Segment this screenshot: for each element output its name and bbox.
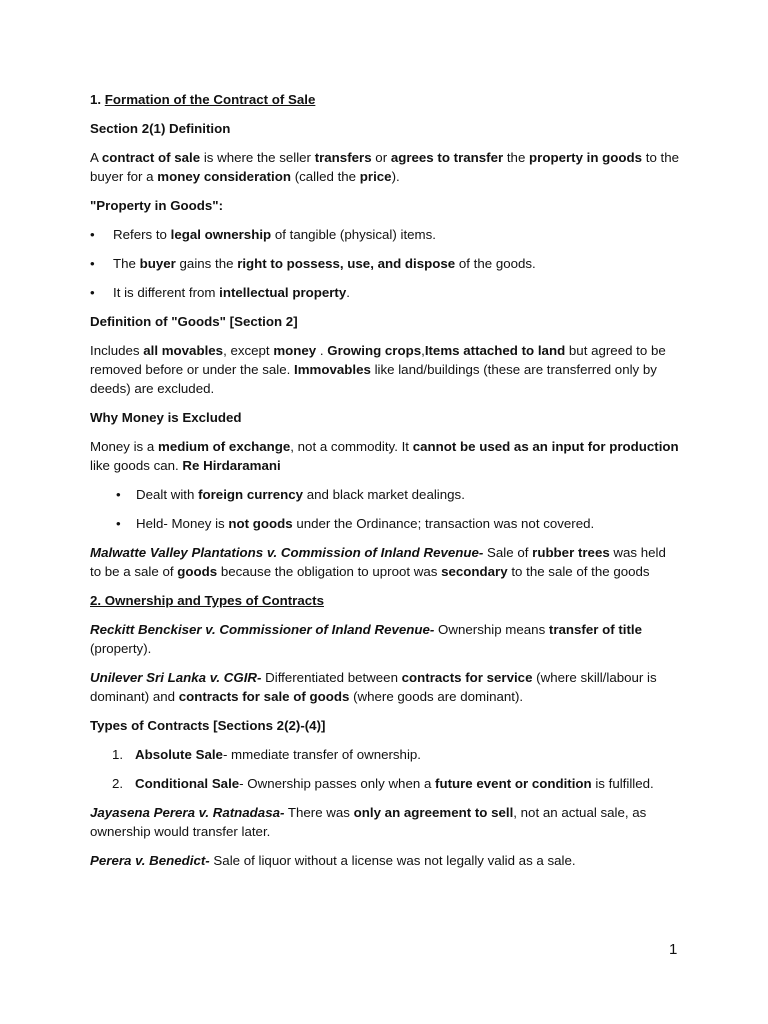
malwatte-case: Malwatte Valley Plantations v. Commission of Inland Revenue- Sale of rubber trees was held to be a sale of goods because the obligation to uproot was secondary to the sale of the goods bbox=[90, 545, 666, 579]
section-1-heading: 1. Formation of the Contract of Sale bbox=[90, 92, 316, 107]
list-item: 1. Absolute Sale- mmediate transfer of ownership. bbox=[112, 747, 421, 762]
perera-case: Perera v. Benedict- Sale of liquor without a license was not legally valid as a sale. bbox=[90, 853, 576, 868]
section-2-heading: 2. Ownership and Types of Contracts bbox=[90, 593, 324, 608]
list-item: • Refers to legal ownership of tangible (physical) items. bbox=[90, 225, 680, 244]
list-item: • Dealt with foreign currency and black market dealings. bbox=[90, 485, 680, 504]
re-hirdaramani-list bbox=[90, 485, 680, 533]
jayasena-case: Jayasena Perera v. Ratnadasa- There was only an agreement to sell, not an actual sale, as ownership would transfer later. bbox=[90, 805, 647, 839]
list-item: • It is different from intellectual property. bbox=[90, 283, 680, 302]
contract-of-sale-definition: A contract of sale is where the seller transfers or agrees to transfer the property in goods to the buyer for a money consideration (called the price). bbox=[90, 150, 680, 184]
types-of-contracts-heading: Types of Contracts [Sections 2(2)-(4)] bbox=[90, 718, 326, 733]
list-item: 2. Conditional Sale- Ownership passes only when a future event or condition is fulfilled. bbox=[112, 776, 654, 791]
property-in-goods-heading: "Property in Goods": bbox=[90, 198, 224, 213]
property-in-goods-list bbox=[90, 225, 680, 302]
reckitt-case: Reckitt Benckiser v. Commissioner of Inland Revenue- Ownership means transfer of title (property). bbox=[90, 622, 643, 656]
list-item: • The buyer gains the right to possess, use, and dispose of the goods. bbox=[90, 254, 680, 273]
money-excluded-text: Money is a medium of exchange, not a commodity. It cannot be used as an input for production like goods can. Re Hirdaramani bbox=[90, 439, 679, 473]
page-number: 1 bbox=[669, 941, 678, 958]
section-2-1-heading: Section 2(1) Definition bbox=[90, 121, 231, 136]
unilever-case: Unilever Sri Lanka v. CGIR- Differentiated between contracts for service (where skill/labour is dominant) and contracts for sale of goods (where goods are dominant). bbox=[90, 670, 657, 704]
document-body bbox=[90, 90, 680, 880]
definition-of-goods-heading: Definition of "Goods" [Section 2] bbox=[90, 314, 298, 329]
money-excluded-heading: Why Money is Excluded bbox=[90, 410, 242, 425]
types-of-contracts-list bbox=[90, 745, 680, 793]
list-item: • Held- Money is not goods under the Ordinance; transaction was not covered. bbox=[90, 514, 680, 533]
definition-of-goods-text: Includes all movables, except money . Growing crops,Items attached to land but agreed to be removed before or under the sale. Immovables like land/buildings (these are transferred only by deeds) are excluded. bbox=[90, 343, 666, 396]
